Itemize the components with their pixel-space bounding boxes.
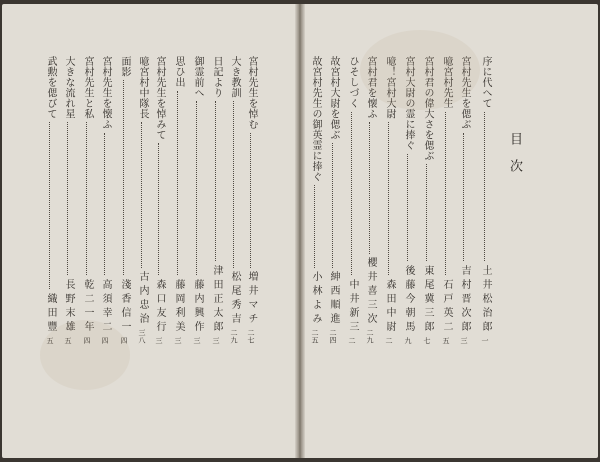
toc-entry [136, 56, 148, 344]
entry-page-number: 二五 [311, 329, 319, 344]
entry-author: 長野末雄 [63, 278, 74, 335]
entry-author-page [153, 279, 165, 345]
entry-title: 噫！宮村大尉 [384, 56, 395, 119]
toc-entry [44, 56, 56, 344]
toc-entry [245, 56, 257, 344]
entry-author: 増井マチ [246, 271, 257, 327]
entry-page-number: 一 [481, 336, 489, 344]
entry-title: 思ひ出 [173, 56, 184, 88]
entry-author-page [228, 271, 240, 344]
toc-heading: 目次 [507, 132, 522, 186]
leader-dots [196, 101, 197, 275]
leader-dots [351, 112, 352, 275]
leader-dots [250, 133, 251, 268]
toc-entry [62, 56, 74, 344]
entry-page-number: 五 [64, 336, 72, 344]
entry-author-page [458, 265, 470, 345]
entry-page-number: 三 [460, 336, 468, 344]
leader-dots [158, 143, 159, 275]
entry-page-number: 二九 [230, 329, 238, 344]
entry-page-number: 二 [385, 336, 393, 344]
entry-title: 故宮村大尉を偲ぶ [328, 56, 339, 140]
entry-author: 藤内興作 [192, 278, 203, 335]
entry-title: 噫宮村中隊長 [137, 56, 148, 119]
leader-dots [407, 154, 408, 261]
entry-author: 櫻井喜三次 [365, 257, 376, 327]
leader-dots [104, 133, 105, 275]
entry-author: 小林よみ [310, 271, 321, 327]
entry-title: 宮村大尉の霊に捧ぐ [403, 56, 414, 151]
entry-title: 故宮村先生の御英霊に捧ぐ [310, 56, 321, 182]
entry-author: 東尾冀三郎 [422, 264, 433, 335]
entry-page-number: 二九 [366, 329, 374, 344]
leader-dots [177, 91, 178, 275]
paper-stain [40, 320, 130, 390]
toc-entry [364, 56, 376, 344]
entry-page-number: 四 [83, 336, 91, 344]
leader-dots [388, 122, 389, 275]
entry-author: 淺香信一 [119, 278, 130, 335]
leader-dots [215, 101, 216, 261]
entry-author-page [383, 279, 395, 345]
entry-title: 大き教訓 [229, 56, 240, 98]
entry-title: 大きな流れ星 [63, 56, 74, 119]
toc-entry [99, 56, 111, 344]
entry-page-number: 三 [193, 336, 201, 344]
entry-page-number: 二四 [329, 329, 337, 344]
toc-entry [346, 56, 358, 344]
entry-title: 宮村君の偉大さを偲ぶ [422, 56, 433, 161]
entry-author: 古内忠治 [137, 271, 148, 327]
entry-author: 松尾秀吉 [229, 271, 240, 327]
leader-dots [233, 101, 234, 268]
entry-title: 宮村先生を悼む [246, 56, 257, 130]
entry-author-page [136, 271, 148, 344]
entry-author-page [245, 271, 257, 344]
entry-title: 日記より [211, 56, 222, 98]
entry-page-number: 三八 [138, 329, 146, 344]
entry-page-number: 四 [101, 336, 109, 344]
toc-entry [327, 56, 339, 344]
leader-dots [86, 122, 87, 275]
toc-entry [228, 56, 240, 344]
entry-title: 面影 [119, 56, 130, 77]
entry-title: 御霊前へ [192, 56, 203, 98]
entry-page-number: 二七 [247, 329, 255, 344]
toc-entry [191, 56, 203, 344]
entry-author-page [172, 279, 184, 345]
entry-title: 宮村先生と私 [82, 56, 93, 119]
leader-dots [332, 143, 333, 268]
entry-author-page [327, 271, 339, 344]
entry-author: 紳西順進 [328, 271, 339, 327]
entry-page-number: 二 [348, 336, 356, 344]
entry-title: 武勲を偲びて [45, 56, 56, 119]
leader-dots [67, 122, 68, 275]
leader-dots [123, 80, 124, 275]
entry-author: 森田中尉 [384, 278, 395, 335]
entry-author: 織田豐 [45, 292, 56, 335]
entry-page-number: 三 [155, 336, 163, 344]
entry-author-page [479, 265, 491, 345]
toc-entry [81, 56, 93, 344]
entry-author: 中井新三 [347, 278, 358, 335]
entry-author: 土井松治郎 [480, 264, 491, 335]
leader-dots [49, 122, 50, 289]
entry-author: 乾二一年 [82, 278, 93, 335]
entry-title: 宮村君を懐ふ [365, 56, 376, 119]
toc-entry [309, 56, 321, 344]
entry-author-page [309, 271, 321, 344]
entry-author-page [364, 257, 376, 344]
leader-dots [463, 133, 464, 261]
entry-title: 宮村先生を悼みて [154, 56, 165, 140]
entry-title: 噫宮村先生 [441, 56, 452, 109]
entry-author: 後藤今朝馬 [403, 264, 414, 335]
entry-page-number: 三 [174, 336, 182, 344]
entry-author: 森口友行 [154, 278, 165, 335]
entry-author-page [440, 279, 452, 345]
entry-author-page [210, 265, 222, 345]
paper-stain [360, 30, 480, 110]
entry-page-number: 七 [423, 336, 431, 344]
entry-title: 宮村先生を偲ぶ [459, 56, 470, 130]
entry-author-page [346, 279, 358, 345]
leader-dots [484, 112, 485, 261]
toc-entry [172, 56, 184, 344]
entry-title: 序に代へて [480, 56, 491, 109]
entry-page-number: 五 [46, 336, 54, 344]
toc-entry [479, 56, 491, 344]
entry-page-number: 四 [120, 336, 128, 344]
entry-page-number: 三 [212, 336, 220, 344]
leader-dots [445, 112, 446, 275]
toc-entry [118, 56, 130, 344]
entry-author: 石戸英二 [441, 278, 452, 335]
entry-author: 吉村晋次郎 [459, 264, 470, 335]
leader-dots [426, 164, 427, 261]
gutter [295, 4, 305, 458]
entry-author-page [191, 279, 203, 345]
leader-dots [369, 122, 370, 254]
entry-page-number: 九 [404, 336, 412, 344]
entry-title: ひそしづく [347, 56, 358, 109]
leader-dots [314, 185, 315, 268]
leader-dots [141, 122, 142, 268]
entry-author: 高須幸二 [100, 278, 111, 335]
entry-title: 宮村先生を懐ふ [100, 56, 111, 130]
entry-page-number: 五 [442, 336, 450, 344]
entry-author-page [402, 265, 414, 345]
entry-author-page [421, 265, 433, 345]
left-page [2, 4, 298, 458]
entry-author: 藤岡利美 [173, 278, 184, 335]
toc-entry [153, 56, 165, 344]
toc-entry [210, 56, 222, 344]
entry-author: 津田正太郎 [211, 264, 222, 335]
